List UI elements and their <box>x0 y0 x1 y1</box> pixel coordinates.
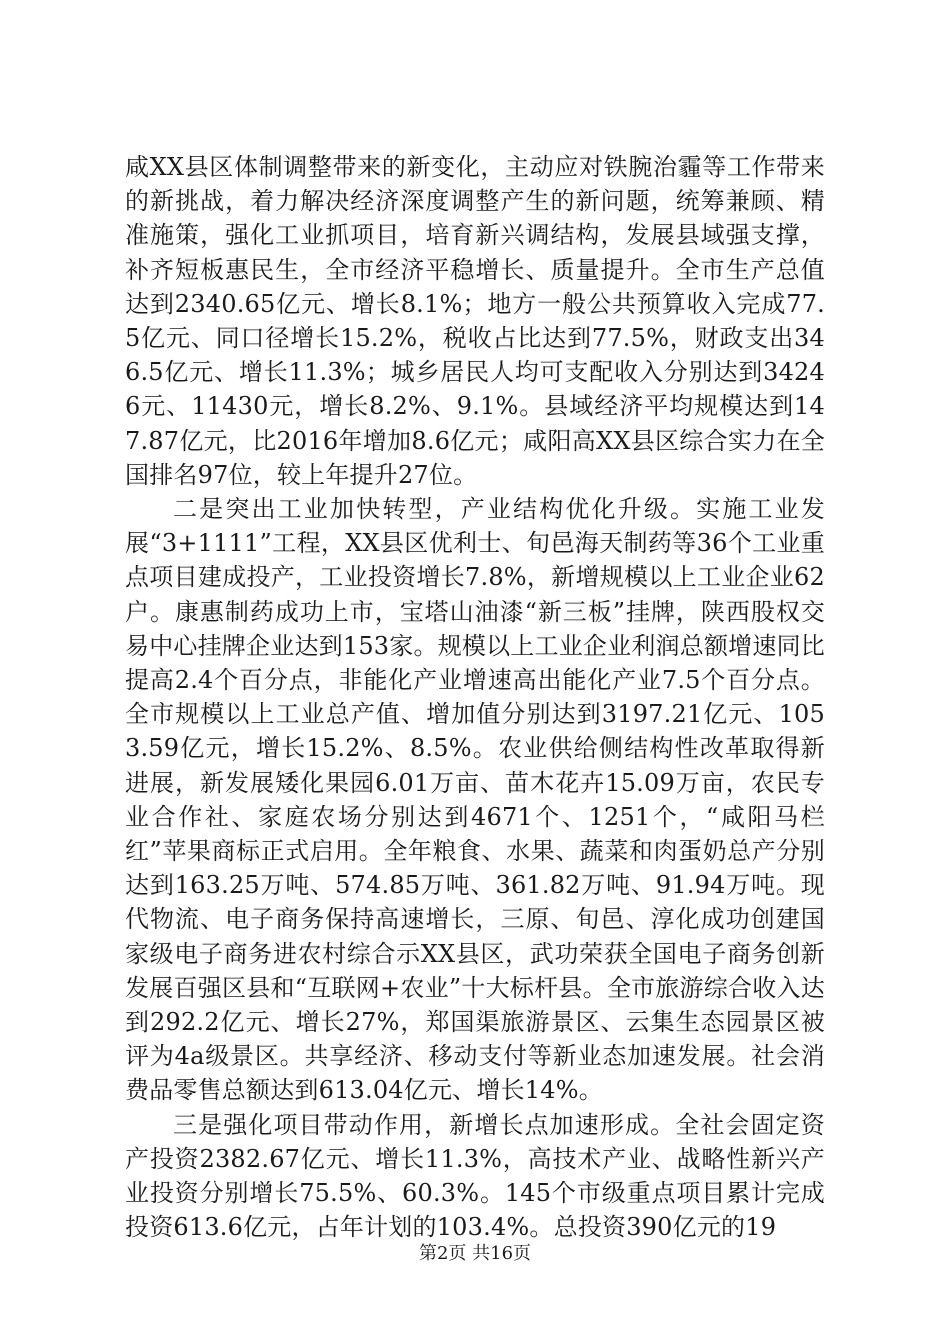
page-footer: 第2页 共16页 <box>418 1243 532 1264</box>
document-body <box>125 150 825 1245</box>
paragraph-2: 二是突出工业加快转型，产业结构优化升级。实施工业发展“3+1111”工程，XX县区优利士、旬邑海天制药等36个工业重点项目建成投产，工业投资增长7.8%，新增规模以上工业企业62户。康惠制药成功上市，宝塔山油漆“新三板”挂牌，陕西股权交易中心挂牌企业达到153家。规模以上工业企业利润总额增速同比提高2.4个百分点，非能化产业增速高出能化产业7.5个百分点。全市规模以上工业总产值、增加值分别达到3197.21亿元、1053.59亿元，增长15.2%、8.5%。农业供给侧结构性改革取得新进展，新发展矮化果园6.01万亩、苗木花卉15.09万亩，农民专业合作社、家庭农场分别达到4671个、1251个，“咸阳马栏红”苹果商标正式启用。全年粮食、水果、蔬菜和肉蛋奶总产分别达到163.25万吨、574.85万吨、361.82万吨、91.94万吨。现代物流、电子商务保持高速增长，三原、旬邑、淳化成功创建国家级电子商务进农村综合示XX县区，武功荣获全国电子商务创新发展百强区县和“互联网+农业”十大标杆县。全市旅游综合收入达到292.2亿元、增长27%，郑国渠旅游景区、云集生态园景区被评为4a级景区。共享经济、移动支付等新业态加速发展。社会消费品零售总额达到613.04亿元、增长14%。 <box>125 495 825 1105</box>
paragraph-3: 三是强化项目带动作用，新增长点加速形成。全社会固定资产投资2382.67亿元、增长11.3%，高技术产业、战略性新兴产业投资分别增长75.5%、60.3%。145个市级重点项目累计完成投资613.6亿元，占年计划的103.4%。总投资390亿元的19 <box>125 1110 825 1242</box>
paragraph-1: 咸XX县区体制调整带来的新变化，主动应对铁腕治霾等工作带来的新挑战，着力解决经济深度调整产生的新问题，统筹兼顾、精准施策，强化工业抓项目，培育新兴调结构，发展县域强支撑，补齐短板惠民生，全市经济平稳增长、质量提升。全市生产总值达到2340.65亿元、增长8.1%；地方一般公共预算收入完成77.5亿元、同口径增长15.2%，税收占比达到77.5%，财政支出346.5亿元、增长11.3%；城乡居民人均可支配收入分别达到34246元、11430元，增长8.2%、9.1%。县域经济平均规模达到147.87亿元，比2016年增加8.6亿元；咸阳高XX县区综合实力在全国排名97位，较上年提升27位。 <box>125 153 825 489</box>
